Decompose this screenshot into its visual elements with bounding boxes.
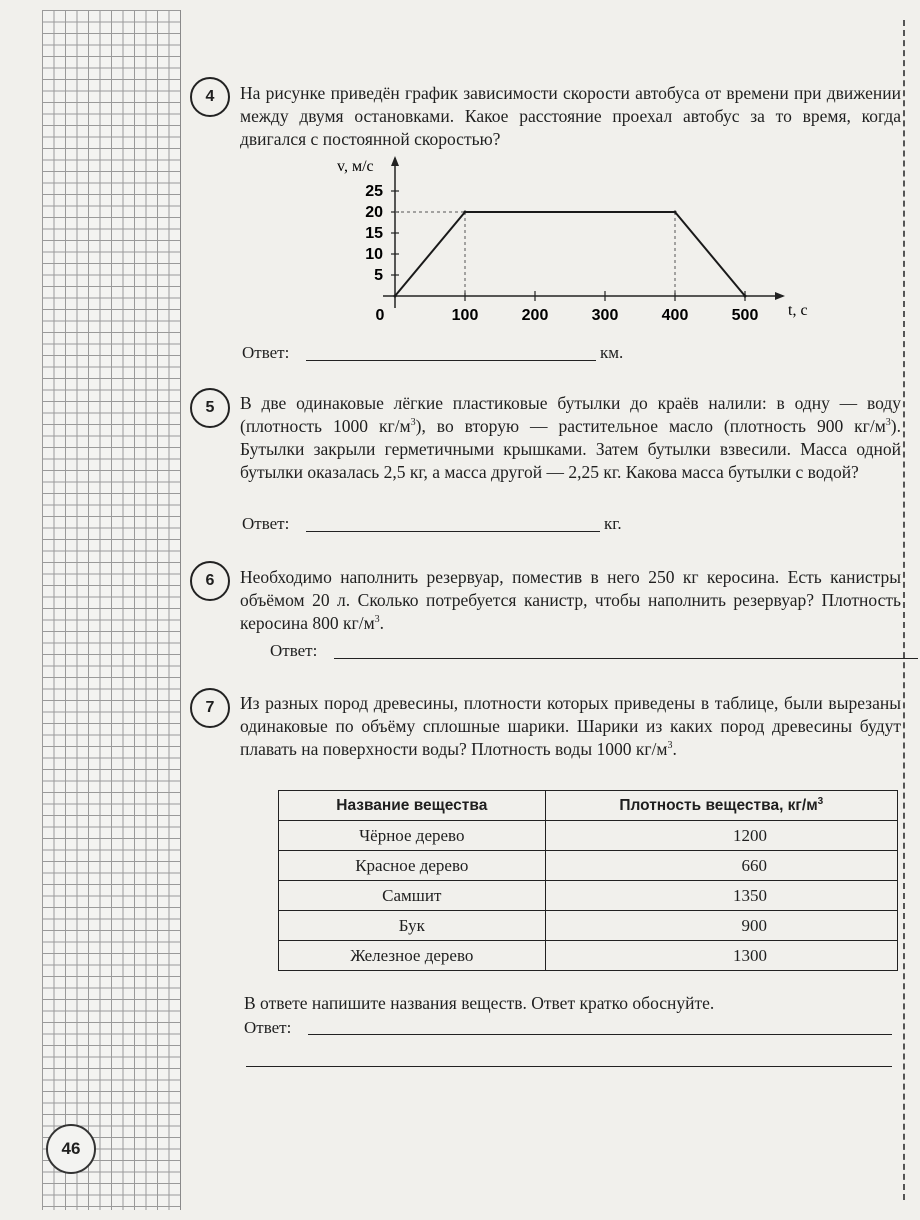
- question-5-answer-field[interactable]: [306, 531, 600, 532]
- question-6-answer-field[interactable]: [334, 658, 918, 659]
- question-4-number: 4: [190, 77, 230, 117]
- question-4-text: На рисунке приведён график зависимости скорости автобуса от времени при движении между двумя остановками. Какое расстояние проехал автобус за то время, когда двигался с постоянной скоростью?: [240, 83, 901, 149]
- question-7-answer-field[interactable]: [308, 1034, 892, 1035]
- table-header-density: Плотность вещества, $кг/м^3$: [545, 791, 897, 821]
- y-axis-label: v, м/с: [337, 158, 374, 175]
- question-6-answer-label: Ответ:: [270, 641, 318, 660]
- question-5-answer-label: Ответ:: [242, 514, 290, 533]
- question-7-text: Из разных пород древесины, плотности которых приведены в таблице, были вырезаны одинаковые по объёму сплошные шарики. Шарики из каких пород древесины будут плавать на поверхности воды? Плотность воды 1000 $кг/м^3$.: [240, 693, 901, 759]
- y-tick-label: 25: [365, 183, 383, 200]
- x-tick-label: 100: [451, 307, 479, 324]
- question-4-answer-unit: км.: [600, 343, 624, 362]
- table-cell-name: Самшит: [279, 881, 546, 911]
- x-tick-label: 0: [375, 307, 385, 324]
- x-tick-label: 200: [521, 307, 549, 324]
- table-cell-density: 1350: [545, 881, 897, 911]
- x-tick-label: 400: [661, 307, 689, 324]
- speed-data-point: [744, 295, 747, 298]
- page-number: 46: [46, 1124, 96, 1174]
- x-axis-arrow: [775, 292, 785, 300]
- question-4-answer-field[interactable]: [306, 360, 596, 361]
- speed-data-point: [394, 295, 397, 298]
- table-row: [279, 821, 898, 851]
- cut-line: [903, 20, 905, 1200]
- question-5-number: 5: [190, 388, 230, 428]
- question-5-answer-unit: кг.: [604, 514, 622, 533]
- y-axis-arrow: [391, 156, 399, 166]
- table-header-substance: Название вещества: [279, 791, 546, 821]
- density-table: [278, 790, 898, 971]
- speed-time-chart: [330, 148, 830, 333]
- table-cell-name: Чёрное дерево: [279, 821, 546, 851]
- question-6-number: 6: [190, 561, 230, 601]
- table-row: [279, 941, 898, 971]
- y-tick-label: 20: [365, 204, 383, 221]
- question-7-number: 7: [190, 688, 230, 728]
- table-cell-density: 1300: [545, 941, 897, 971]
- table-cell-density: 660: [545, 851, 897, 881]
- x-tick-label: 500: [731, 307, 759, 324]
- question-7-instruction: В ответе напишите названия веществ. Ответ кратко обоснуйте.: [244, 993, 715, 1013]
- x-axis-label: t, с: [788, 302, 808, 319]
- question-4-answer-label: Ответ:: [242, 343, 290, 362]
- question-6-text: Необходимо наполнить резервуар, поместив в него 250 кг керосина. Есть канистры объёмом 20 л. Сколько потребуется канистр, чтобы наполнить резервуар? Плотность керосина 800 $кг/м^3$.: [240, 567, 901, 633]
- question-5-text: В две одинаковые лёгкие пластиковые бутылки до краёв налили: в одну — воду (плотность 1000 $кг/м^3$), во вторую — растительное масло (плотность 900 $кг/м^3$). Бутылки закрыли герметичными крышками. Затем бутылки взвесили. Масса одной бутылки оказалась 2,5 кг, а масса другой — 2,25 кг. Какова масса бутылки с водой?: [240, 393, 901, 482]
- table-cell-name: Бук: [279, 911, 546, 941]
- y-tick-label: 5: [374, 267, 383, 284]
- question-7-answer-label: Ответ:: [244, 1018, 292, 1037]
- table-row: [279, 881, 898, 911]
- margin-grid: [42, 10, 181, 1210]
- speed-series-line: [395, 212, 745, 296]
- table-header-row: [279, 791, 898, 821]
- table-cell-density: 1200: [545, 821, 897, 851]
- x-tick-label: 300: [591, 307, 619, 324]
- table-cell-density: 900: [545, 911, 897, 941]
- y-tick-label: 10: [365, 246, 383, 263]
- y-tick-label: 15: [365, 225, 383, 242]
- speed-data-point: [464, 211, 467, 214]
- table-cell-name: Железное дерево: [279, 941, 546, 971]
- speed-data-point: [674, 211, 677, 214]
- table-row: [279, 851, 898, 881]
- question-7-answer-field-line-2[interactable]: [246, 1066, 892, 1067]
- table-row: [279, 911, 898, 941]
- table-cell-name: Красное дерево: [279, 851, 546, 881]
